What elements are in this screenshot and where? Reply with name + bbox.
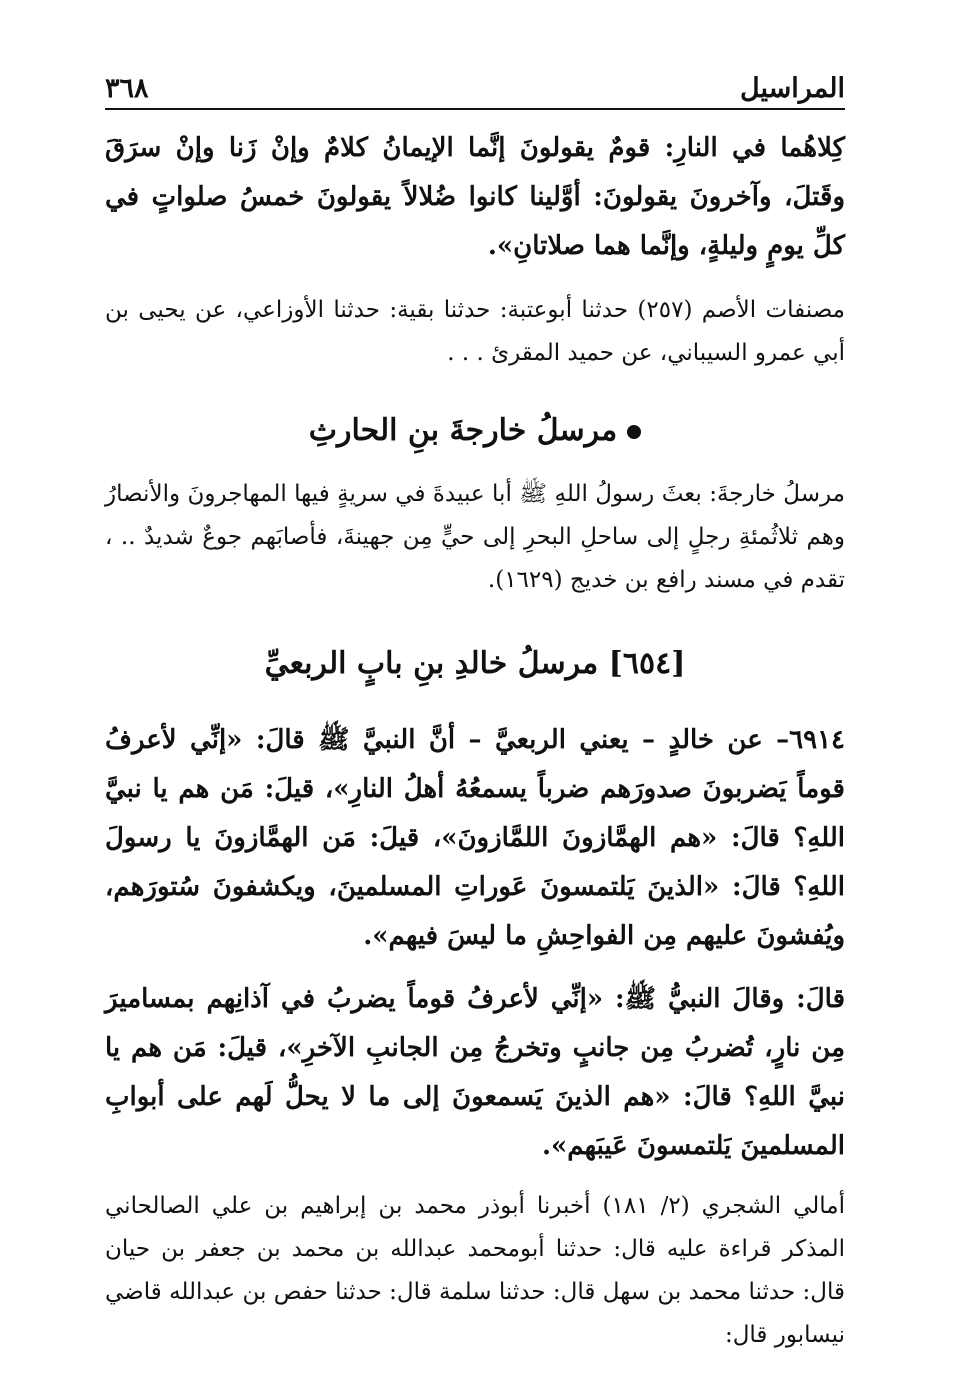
page-header xyxy=(105,66,845,110)
hadith-6914-continued: قالَ: وقالَ النبيُّ ﷺ: «إنِّي لأعرفُ قوماً يضربُ في آذانِهم بمساميرَ مِن نارٍ، تُضربُ مِن جانبٍ وتخرجُ مِن الجانبِ الآخرِ»، قيلَ: مَن هم يا نبيَّ اللهِ؟ قالَ: «هم الذينَ يَسمعونَ إلى ما لا يحلُّ لَهم على أبوابِ المسلمينَ يَلتمسونَ عَيبَهم». xyxy=(105,984,845,1161)
section-heading-kharija xyxy=(105,405,845,457)
section-heading-text: مرسلُ خارجةَ بنِ الحارثِ xyxy=(308,413,618,448)
source-paragraph-3: أمالي الشجري (٢/ ١٨١) أخبرنا أبوذر محمد بن إبراهيم بن علي الصالحاني المذكر قراءة عليه قال: حدثنا أبومحمد عبدالله بن محمد بن جعفر بن حيان قال: حدثنا محمد بن سهل قال: حدثنا سلمة قال: حدثنا حفص بن عبدالله قاضي نيسابور قال: xyxy=(105,1193,846,1348)
source-paragraph-2: مرسلُ خارجةَ: بعثَ رسولُ اللهِ ﷺ أبا عبيدةَ في سريةٍ فيها المهاجرونَ والأنصارُ وهم ثلاثُمئةِ رجلٍ إلى ساحلِ البحرِ إلى حيٍّ مِن جهينةَ، فأصابَهم جوعٌ شديدٌ .. ، تقدم في مسند رافع بن خديج (١٦٢٩). xyxy=(105,481,845,593)
document-page xyxy=(105,66,845,1357)
page-number: ٣٦٨ xyxy=(105,73,149,104)
source-paragraph-1: مصنفات الأصم (٢٥٧) حدثنا أبوعتبة: حدثنا بقية: حدثنا الأوزاعي، عن يحيى بن أبي عمرو السيباني، عن حميد المقرئ . . . xyxy=(105,297,845,366)
hadith-6914: ٦٩١٤– عن خالدٍ – يعني الربعيَّ – أنَّ النبيَّ ﷺ قالَ: «إنِّي لأعرفُ قوماً يَضربونَ صدورَهم ضرباً يسمعُهُ أهلُ النارِ»، قيلَ: مَن هم يا نبيَّ اللهِ؟ قالَ: «هم الهمَّازونَ اللمَّازونَ»، قيلَ: مَن الهمَّازونَ يا رسولَ اللهِ؟ قالَ: «الذينَ يَلتمسونَ عَوراتِ المسلمينَ، ويكشفونَ سُتورَهم، ويُفشونَ عليهم مِن الفواحِشِ ما ليسَ فيهم». xyxy=(105,725,845,951)
section-heading-khalid: [٦٥٤] مرسلُ خالدِ بنِ بابٍ الربعيِّ xyxy=(264,646,686,681)
running-title: المراسيل xyxy=(740,73,845,104)
bullet-icon xyxy=(627,425,641,439)
hadith-continuation: كِلاهُما في النارِ: قومٌ يقولونَ إنَّما الإيمانُ كلامٌ وإنْ زَنا وإنْ سرَقَ وقَتلَ، وآخرونَ يقولونَ: أوَّلينا كانوا ضُلالاً يقولونَ خمسُ صلواتٍ في كلِّ يومٍ وليلةٍ، وإنَّما هما صلاتانِ». xyxy=(105,133,845,261)
